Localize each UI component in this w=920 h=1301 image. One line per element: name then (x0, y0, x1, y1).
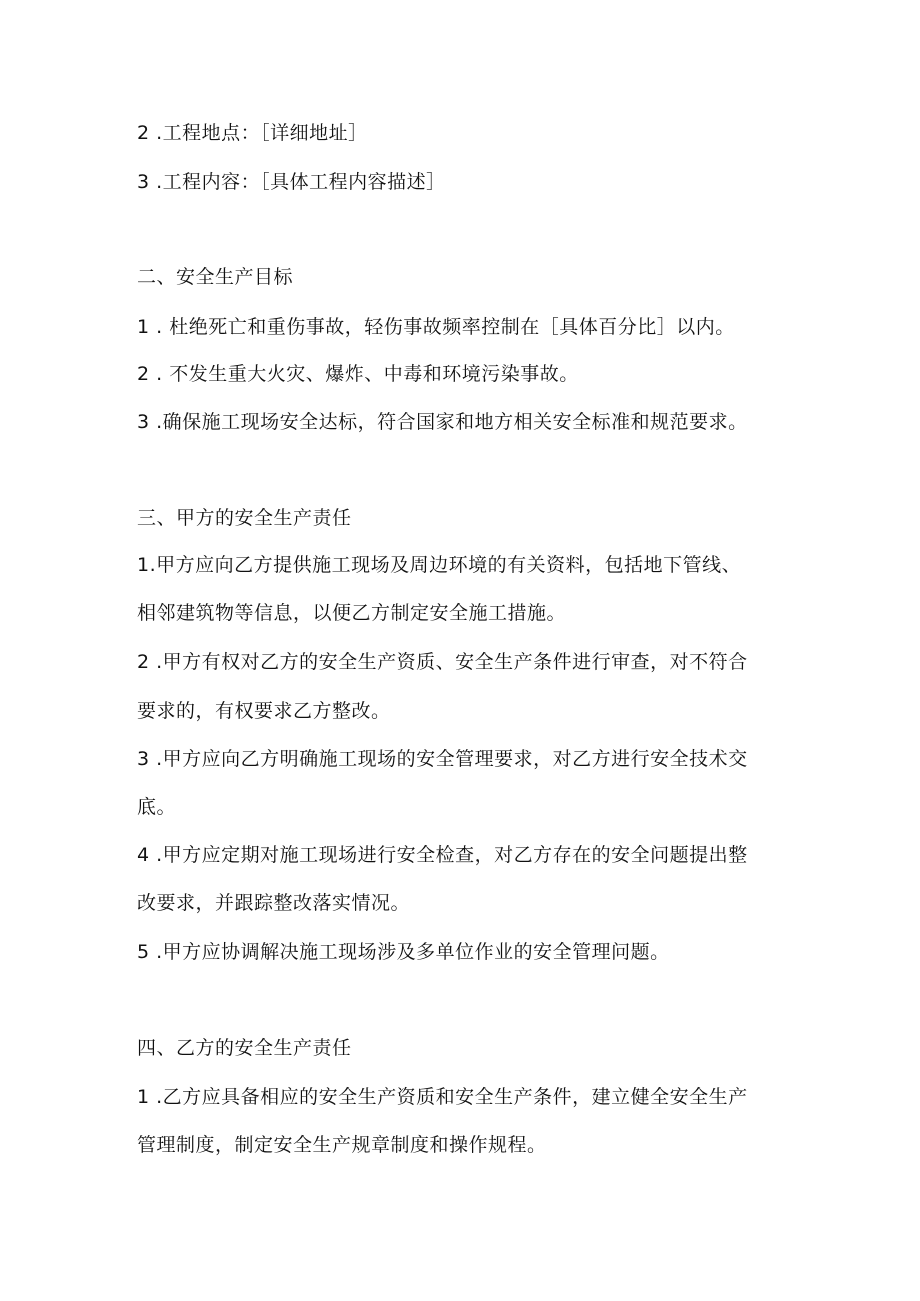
section-heading-party-b-responsibility: 四、乙方的安全生产责任 (137, 1037, 352, 1059)
safety-goal-item-2: 2 . 不发生重大火灾、爆炸、中毒和环境污染事故。 (137, 363, 579, 385)
party-a-item-2-line2: 要求的，有权要求乙方整改。 (137, 700, 391, 722)
party-a-item-1-line1: 1.甲方应向乙方提供施工现场及周边环境的有关资料，包括地下管线、 (137, 554, 742, 576)
party-b-item-1-line2: 管理制度，制定安全生产规章制度和操作规程。 (137, 1134, 547, 1156)
project-location-item: 2 .工程地点：［详细地址］ (137, 122, 368, 144)
safety-goal-item-1: 1 . 杜绝死亡和重伤事故，轻伤事故频率控制在［具体百分比］以内。 (137, 316, 735, 338)
party-a-item-3-line1: 3 .甲方应向乙方明确施工现场的安全管理要求，对乙方进行安全技术交 (137, 748, 748, 770)
party-a-item-2-line1: 2 .甲方有权对乙方的安全生产资质、安全生产条件进行审查，对不符合 (137, 651, 748, 673)
section-heading-party-a-responsibility: 三、甲方的安全生产责任 (137, 507, 352, 529)
party-a-item-5-line1: 5 .甲方应协调解决施工现场涉及多单位作业的安全管理问题。 (137, 941, 670, 963)
safety-goal-item-3: 3 .确保施工现场安全达标，符合国家和地方相关安全标准和规范要求。 (137, 411, 748, 433)
party-a-item-4-line1: 4 .甲方应定期对施工现场进行安全检查，对乙方存在的安全问题提出整 (137, 844, 748, 866)
party-a-item-4-line2: 改要求，并跟踪整改落实情况。 (137, 892, 411, 914)
party-a-item-1-line2: 相邻建筑物等信息，以便乙方制定安全施工措施。 (137, 602, 567, 624)
section-heading-safety-goals: 二、安全生产目标 (137, 266, 294, 288)
project-content-item: 3 .工程内容：［具体工程内容描述］ (137, 171, 446, 193)
party-a-item-3-line2: 底。 (137, 796, 177, 818)
party-b-item-1-line1: 1 .乙方应具备相应的安全生产资质和安全生产条件，建立健全安全生产 (137, 1086, 748, 1108)
